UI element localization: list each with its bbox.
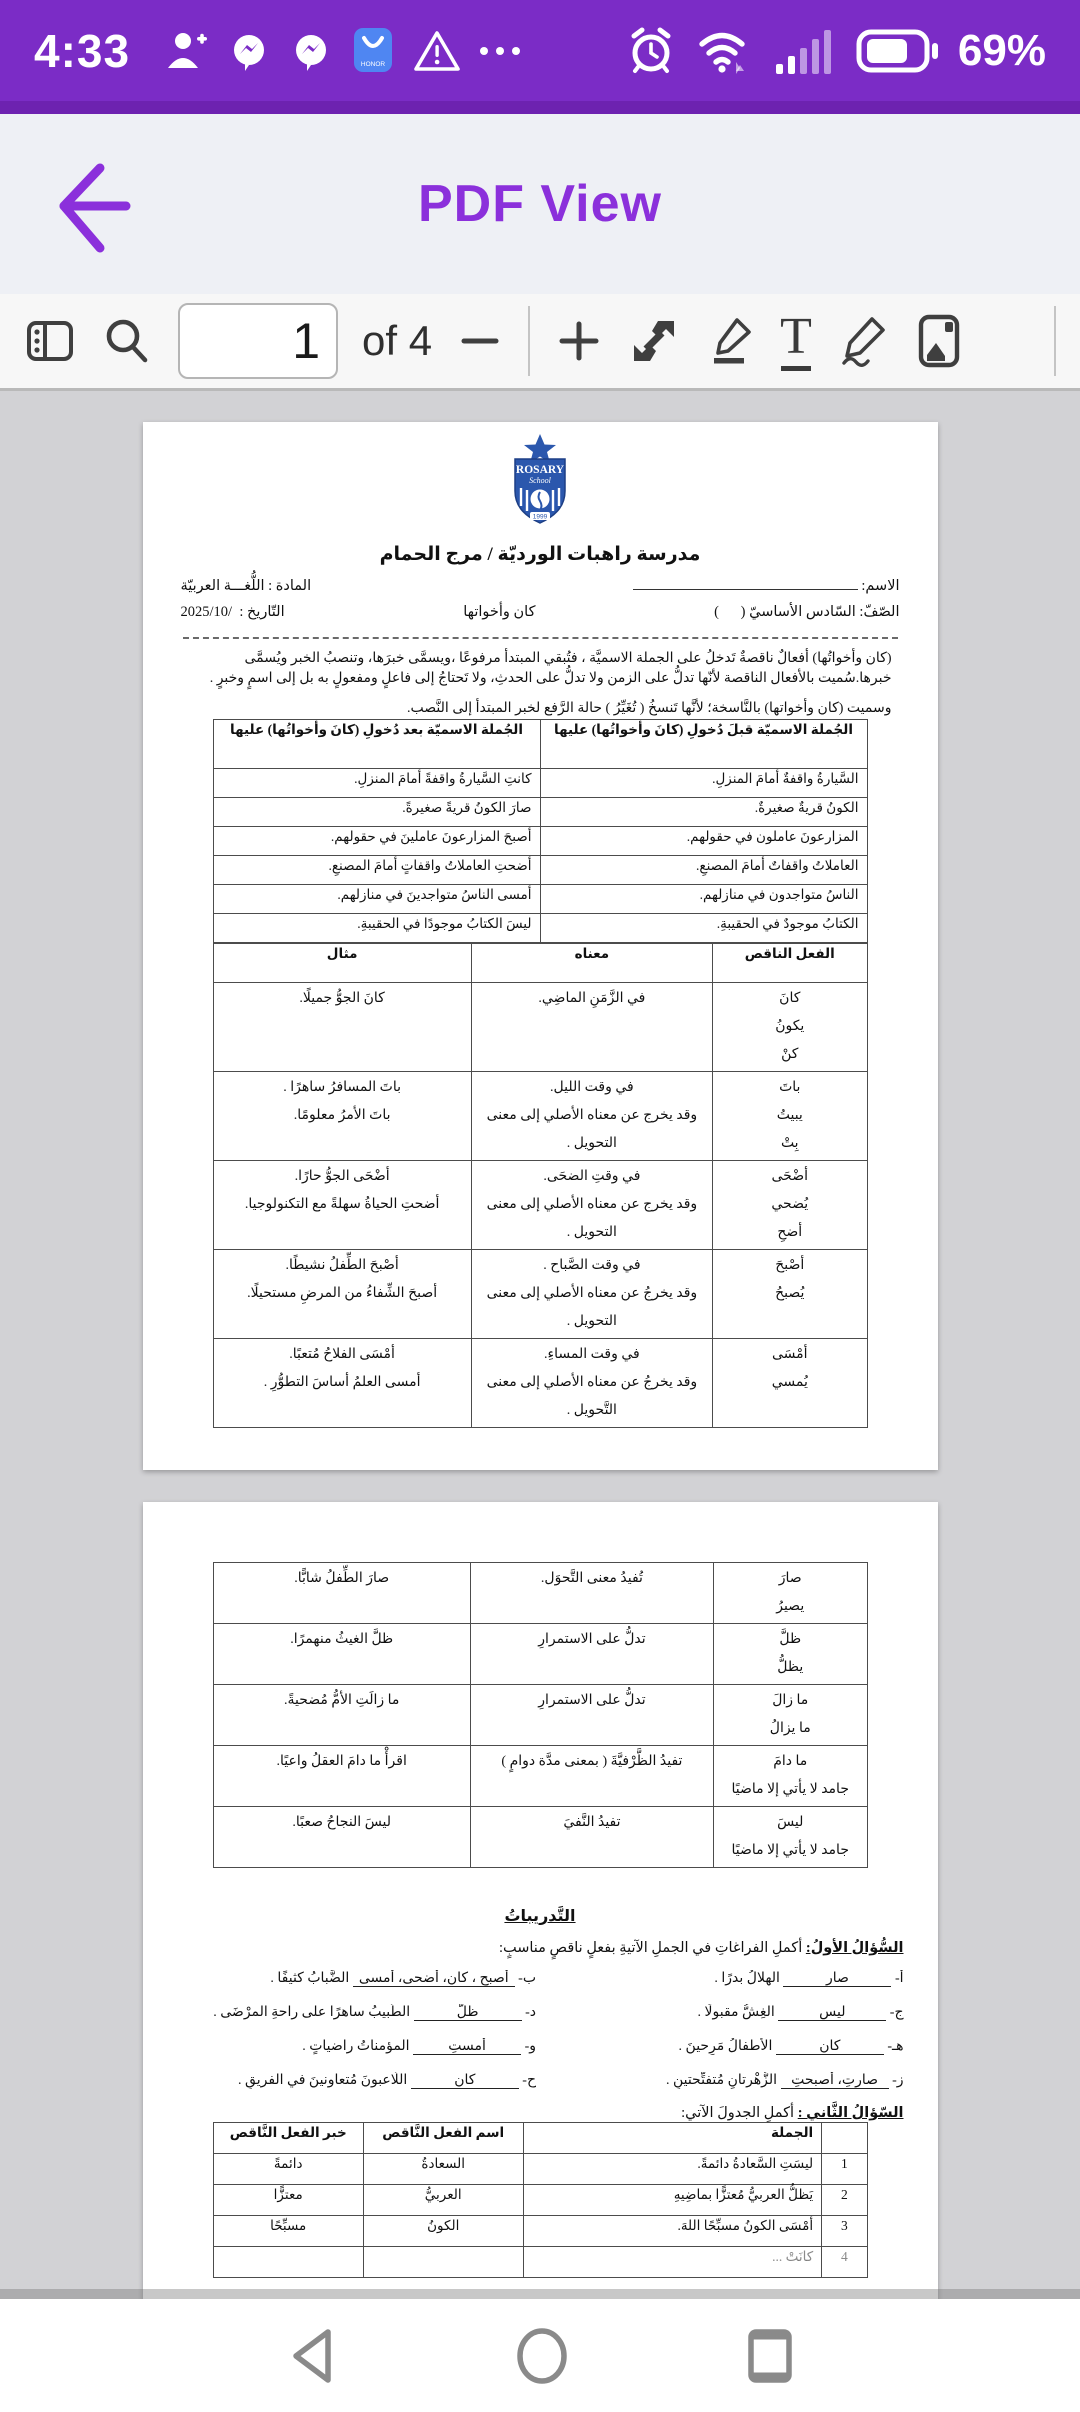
cell-meaning: [471, 1160, 712, 1249]
warning-icon: [412, 28, 462, 74]
table2-header-meaning: معناه: [471, 943, 712, 982]
honor-app-icon: [350, 26, 396, 76]
table1-header-after: الجُملة الاسميّة بعد دُخولِ (كانَ وأخواتُها) عليها: [213, 719, 540, 768]
cell-noun: السعادةُ: [363, 2154, 523, 2185]
svg-text:1999: 1999: [532, 513, 548, 521]
item-letter: ح-: [518, 2073, 536, 2088]
cell-example: [213, 1807, 470, 1868]
messenger-icon: [226, 28, 272, 74]
table-row: [213, 2216, 867, 2247]
cell-verb: [713, 1563, 867, 1624]
cell-after: صارَ الكونُ قريةً صغيرةً.: [213, 797, 540, 826]
table1-header-before: الجُملة الاسميّة قبلَ دُخولِ (كانَ وأخواتُها) عليها: [540, 719, 867, 768]
highlighter-button[interactable]: [704, 315, 756, 367]
fill-in-item: [177, 1970, 537, 1987]
cell-predicate: [213, 2247, 363, 2278]
viewport-bottom-shade: [0, 2289, 1080, 2299]
school-logo: [177, 432, 904, 541]
cell-line: يكونُ: [775, 1018, 805, 1034]
cell-line: ليسَ: [777, 1815, 804, 1830]
cell-line: أصْبحَ: [775, 1257, 805, 1273]
table-row: [213, 1807, 867, 1868]
cell-example: [213, 1338, 471, 1427]
cell-sentence: أمْسَى الكونُ مسبِّحًا اللهَ.: [523, 2216, 822, 2247]
navigation-bar: [0, 2299, 1080, 2412]
cell-noun: العربيُّ: [363, 2185, 523, 2216]
table-row: [213, 982, 867, 1071]
fill-in-item: [544, 2038, 904, 2055]
cell-line: تفيدُ الظَّرْفيَّةَ ( بمعنى مدَّة دوامٍ ): [501, 1754, 683, 1769]
status-right-cluster: [626, 26, 1046, 76]
nav-recents-button[interactable]: [744, 2326, 796, 2386]
cell-meaning: [471, 1071, 712, 1160]
cell-line: وقد يخرجُ عن معناه الأصلي إلى معنى: [486, 1374, 698, 1390]
cell-line: يُضحي: [771, 1196, 809, 1212]
cell-predicate: مسبِّحًا: [213, 2216, 363, 2247]
cell-line: في الزَّمَنِ الماضِي.: [538, 990, 646, 1006]
cell-example: [213, 982, 471, 1071]
alarm-icon: [626, 26, 676, 76]
more-dots-icon: [478, 45, 522, 57]
toolbar-divider: [528, 306, 530, 376]
answer-blank: أمستِ: [413, 2039, 521, 2055]
table-row: [213, 826, 867, 855]
cell-meaning: [470, 1563, 713, 1624]
cell-verb: [713, 1160, 867, 1249]
item-text: الطَّبيبُ ساهرًا على راحةِ المرْضَى .: [213, 2005, 414, 2020]
cell-line: جامد لا يأتي إلا ماضيًا: [731, 1782, 849, 1797]
cell-line: ما زالَ: [772, 1693, 809, 1708]
intro-paragraph-2: وسميت (كان وأخواتها) بالنَّاسخة؛ لأنَّها تَنسخُ ( تُغَيِّرُ ) حالة الرَّفع لخبر المبتدأ إلى النَّصب.: [407, 701, 892, 716]
question1-items: [177, 1970, 904, 2089]
cell-line: التحويل .: [566, 1224, 617, 1240]
answer-blank: ظلَّ: [414, 2005, 522, 2021]
svg-text:School: School: [529, 476, 551, 485]
cell-example: [213, 1685, 470, 1746]
item-text: الغِشُّ مقبولًا .: [697, 2005, 779, 2020]
table-row: [213, 1338, 867, 1427]
cell-number: 1: [822, 2154, 867, 2185]
item-letter: د-: [521, 2005, 536, 2020]
item-letter: هـ-: [883, 2039, 904, 2054]
cell-example: [213, 1624, 470, 1685]
cell-line: في وقت الليل.: [550, 1079, 634, 1095]
thumbnails-panel-button[interactable]: [24, 315, 76, 367]
answer-blank: كان: [411, 2073, 519, 2089]
cell-before: المزارعونَ عاملون في حقولهم.: [540, 826, 867, 855]
dashed-separator: [183, 637, 898, 639]
cell-meaning: [471, 1249, 712, 1338]
cell-line: يُمسي: [771, 1374, 808, 1390]
doc-info-row-2: [177, 604, 904, 621]
cell-before: السَّيارةُ واقفةٌ أمامَ المنزلِ.: [540, 768, 867, 797]
item-text: الضَّبابُ كثيفًا .: [270, 1971, 353, 1986]
cell-sentence: ليسَتِ السَّعادةُ دائمةً.: [523, 2154, 822, 2185]
table-row: [213, 855, 867, 884]
answer-blank: ليس: [778, 2005, 886, 2021]
messenger-icon: [288, 28, 334, 74]
cell-verb: [713, 1249, 867, 1338]
back-button[interactable]: [48, 156, 148, 256]
battery-percent: 69%: [957, 25, 1046, 75]
cell-predicate: معتزًّا: [213, 2185, 363, 2216]
date-field: التّاريخ : 2025/10/: [180, 604, 285, 620]
cell-line: أصْبحَ الطِّفلُ نشيطًا.: [285, 1257, 399, 1273]
table4-header-noun: اسم الفعل النَّاقص: [363, 2123, 523, 2154]
insert-image-button[interactable]: [914, 313, 964, 369]
cell-verb: [713, 1746, 867, 1807]
fill-in-item: [177, 2072, 537, 2089]
cell-predicate: دائمةً: [213, 2154, 363, 2185]
table-row: [213, 884, 867, 913]
cell-number: 2: [822, 2185, 867, 2216]
cell-line: ما دامَ: [773, 1754, 808, 1769]
cell-before: الناسُ متواجدون في منازلهم.: [540, 884, 867, 913]
table-row: [213, 2185, 867, 2216]
table2-header-example: مثال: [213, 943, 471, 982]
item-text: الهلالُ بدرًا .: [714, 1971, 784, 1986]
person-add-icon: [164, 28, 210, 74]
pdf-viewport[interactable]: [0, 394, 1080, 2299]
cell-line: يبيتُ: [776, 1107, 803, 1123]
cell-example: [213, 1746, 470, 1807]
cell-after: ليسَ الكتابُ موجودًا في الحقيبةِ.: [213, 913, 540, 942]
page-number-input[interactable]: [178, 303, 338, 379]
wifi-icon: [694, 26, 756, 76]
item-letter: و-: [521, 2039, 536, 2054]
cell-meaning: [470, 1624, 713, 1685]
answer-blank: أصبح ، كان، أضحى، أمسى: [353, 1971, 515, 1987]
cell-before: الكتابُ موجودٌ في الحقيبةِ.: [540, 913, 867, 942]
question2-table: [213, 2122, 868, 2278]
intro-paragraph-1: (كان وأخواتُها) أفعالٌ ناقصةٌ تَدخلُ على الجملة الاسميَّة ، فتُبقي المبتدأ مرفوعًا ،ويسمَّى خبرَها، وتنصبُ الخبر ويُسمَّى خبرها.سُميت بالأفعال الناقصة لأنّها تدلُّ على الزمن ولا تدلُّ على الحدثِ، ولا تَحتاجُ إلى فاعلٍ ومفعولٍ به بل إلى اسمٍ وخبرٍ .: [209, 651, 892, 686]
answer-blank: صار: [783, 1971, 891, 1987]
cell-line: أمْسَى: [771, 1346, 808, 1362]
table-row: [213, 1160, 867, 1249]
item-letter: ج-: [886, 2005, 904, 2020]
table-row: [213, 768, 867, 797]
cell-line: أضْحَى الجوُّ حارًا.: [294, 1168, 390, 1184]
table2-header-verb: الفعل الناقص: [713, 943, 867, 982]
status-left-cluster: [34, 24, 522, 78]
text-tool-button[interactable]: [780, 308, 812, 371]
fill-in-item: [177, 2004, 537, 2021]
table-row: [213, 2154, 867, 2185]
signal-icon: [774, 26, 838, 76]
verbs-meanings-table: [213, 943, 868, 1428]
date-value: 2025/10/: [180, 604, 233, 620]
cell-line: تفيدُ النَّفيَ: [563, 1815, 621, 1830]
class-field: الصّفّ: السّادس الأساسيّ ( ): [714, 604, 900, 620]
cell-sentence: كانَتْ ...: [523, 2247, 822, 2278]
fill-in-item: [177, 2038, 537, 2055]
item-text: الأطفالُ مَرِحينَ .: [678, 2039, 776, 2054]
cell-line: أمسى العلمُ أساسَ التطوُّرِ .: [263, 1374, 421, 1390]
cell-after: أصبحَ المزارعونَ عاملينَ في حقولهم.: [213, 826, 540, 855]
page-title: PDF View: [417, 175, 662, 233]
fill-in-item: [544, 2072, 904, 2089]
question2-heading: السّؤالُ الثَّاني : أكملِ الجدولَ الآتي:: [681, 2105, 904, 2121]
cell-example: [213, 1160, 471, 1249]
cell-line: أضحتِ الحياةُ سهلةً مع التكنولوجيا.: [244, 1196, 440, 1212]
cell-line: أصبحَ الشِّفاءُ من المرضِ مستحيلًا.: [247, 1285, 438, 1301]
fill-in-item: [544, 1970, 904, 1987]
cell-line: تدلُّ على الاستمرارِ: [538, 1693, 646, 1708]
nav-back-button[interactable]: [284, 2326, 340, 2386]
item-text: اللَّاعبونَ مُتعاونينَ في الفريقِ .: [238, 2073, 411, 2088]
cell-verb: [713, 1624, 867, 1685]
exercises-title: التَّدريباتُ: [504, 1908, 576, 1925]
item-text: المؤمناتُ راضياتٍ .: [302, 2039, 414, 2054]
app-header: [0, 114, 1080, 294]
table-row: [213, 1249, 867, 1338]
cell-line: أضْحَى: [771, 1168, 808, 1184]
cell-line: في وقتِ الضحَى.: [543, 1168, 641, 1184]
cell-line: وقد يخرج عن معناه الأصلي إلى معنى: [486, 1196, 698, 1212]
status-time: 4:33: [34, 24, 131, 77]
cell-line: تدلُّ على الاستمرارِ: [538, 1632, 646, 1647]
zoom-in-button[interactable]: [554, 316, 604, 366]
cell-line: التحويل .: [566, 1313, 617, 1329]
table4-header-num: [822, 2123, 867, 2154]
cell-line: اقرأْ ما دامَ العقلُ واعيًا.: [276, 1754, 407, 1769]
cell-line: باتَ: [779, 1079, 801, 1095]
toolbar-divider: [1054, 306, 1056, 376]
school-name: مدرسة راهبات الورديّة / مرج الحمام: [379, 544, 701, 565]
table-row: [213, 1071, 867, 1160]
cell-verb: [713, 1071, 867, 1160]
cell-noun: [363, 2247, 523, 2278]
text-tool-glyph: T: [780, 311, 812, 371]
search-button[interactable]: [100, 314, 154, 368]
statusbar-edge: [0, 101, 1080, 114]
verbs-meanings-table-continued: [213, 1562, 868, 1868]
lesson-topic: كان وأخواتها: [463, 604, 536, 620]
cell-meaning: [471, 982, 712, 1071]
table-row: [213, 2247, 867, 2278]
cell-line: التَّحويل .: [566, 1402, 617, 1418]
cell-after: أمسى الناسُ متواجدينَ في منازلهم.: [213, 884, 540, 913]
item-letter: ب-: [514, 1971, 536, 1986]
cell-after: كانتِ السَّيارةُ واقفةً أمامَ المنزلِ.: [213, 768, 540, 797]
cell-meaning: [471, 1338, 712, 1427]
cell-line: كنْ: [781, 1046, 799, 1062]
subject-field: المادة : اللُّغـــة العربيّة: [180, 578, 312, 594]
cell-line: باتَ الأمرُ معلومًا.: [293, 1107, 391, 1123]
cell-meaning: [470, 1807, 713, 1868]
nav-home-button[interactable]: [512, 2326, 572, 2386]
cell-verb: [713, 982, 867, 1071]
cell-verb: [713, 1685, 867, 1746]
cell-line: يُصبحُ: [775, 1285, 805, 1301]
cell-line: جامد لا يأتي إلا ماضيًا: [731, 1843, 849, 1858]
cell-number: 3: [822, 2216, 867, 2247]
cell-line: بِتْ: [780, 1135, 799, 1151]
doc-info-row-1: [177, 575, 904, 595]
cell-line: ليسَ النجاحُ صعبًا.: [292, 1815, 392, 1830]
item-letter: أ-: [891, 1971, 904, 1986]
cell-example: [213, 1071, 471, 1160]
answer-blank: كان: [776, 2039, 884, 2055]
cell-before: العاملاتُ واقفاتٌ أمامَ المصنعِ.: [540, 855, 867, 884]
cell-line: يصيرُ: [776, 1599, 805, 1614]
table-row: [213, 1563, 867, 1624]
cell-line: ظلَّ: [779, 1632, 802, 1647]
cell-line: كانَ: [779, 990, 801, 1006]
battery-icon: [856, 27, 940, 75]
cell-before: الكونُ قريةٌ صغيرةٌ.: [540, 797, 867, 826]
table4-header-predicate: خبر الفعل النَّاقص: [213, 2123, 363, 2154]
pdf-page-1: [143, 422, 938, 1470]
fit-expand-button[interactable]: [628, 315, 680, 367]
cell-number: 4: [822, 2247, 867, 2278]
cell-line: صارَ: [778, 1571, 802, 1586]
answer-blank: صارتِ، أصبحتِ: [781, 2073, 889, 2089]
table-row: [213, 797, 867, 826]
question1-heading: السُّؤالُ الأولُ: أكملِ الفراغاتِ في الجملِ الآتيةِ بفعلٍ ناقصٍ مناسبٍ:: [498, 1940, 904, 1956]
cell-meaning: [470, 1685, 713, 1746]
cell-line: في وقت المساءِ.: [544, 1346, 640, 1362]
cell-line: أضحِ: [777, 1224, 803, 1240]
cell-line: يظلُّ: [777, 1660, 804, 1675]
cell-verb: [713, 1807, 867, 1868]
pdf-toolbar: [0, 294, 1080, 391]
cell-line: صارَ الطِّفلُ شابًّا.: [294, 1571, 390, 1586]
status-bar: [0, 0, 1080, 101]
signature-pen-button[interactable]: [836, 314, 890, 368]
cell-line: وقد يخرج عن معناه الأصلي إلى معنى: [486, 1107, 698, 1123]
cell-line: أمْسَى الفلاحُ مُتعبًا.: [289, 1346, 395, 1362]
page-total-label: of 4: [362, 317, 433, 364]
name-field: الاسم:: [633, 575, 900, 595]
cell-line: في وقت الصَّباح .: [543, 1257, 641, 1273]
cell-line: ما زالَتِ الأمُّ مُضحيةً.: [284, 1693, 400, 1708]
cell-example: [213, 1249, 471, 1338]
cell-noun: الكونُ: [363, 2216, 523, 2247]
cell-verb: [713, 1338, 867, 1427]
cell-sentence: يَظلُّ العربيُّ مُعتزًّا بماضِيهِ: [523, 2185, 822, 2216]
cell-example: [213, 1563, 470, 1624]
cell-line: وقد يخرجُ عن معناه الأصلي إلى معنى: [486, 1285, 698, 1301]
item-text: الزُّهْرتانِ مُتفتِّحتينِ .: [665, 2073, 781, 2088]
cell-line: باتَ المسافرُ ساهرًا .: [283, 1079, 401, 1095]
table-row: [213, 913, 867, 942]
cell-after: أضحتِ العاملاتُ واقفاتٍ أمامَ المصنعِ.: [213, 855, 540, 884]
zoom-out-button[interactable]: [456, 317, 504, 365]
pdf-page-2: [143, 1502, 938, 2299]
item-letter: ز-: [888, 2073, 904, 2088]
sentences-table: [213, 719, 868, 943]
table-row: [213, 1685, 867, 1746]
cell-meaning: [470, 1746, 713, 1807]
table-row: [213, 1624, 867, 1685]
table4-header-sentence: الجملة: [523, 2123, 822, 2154]
cell-line: كانَ الجوُّ جميلًا.: [299, 990, 385, 1006]
name-blank-line: [633, 575, 858, 590]
table-row: [213, 1746, 867, 1807]
svg-text:HONOR: HONOR: [360, 60, 386, 68]
cell-line: ظلَّ الغيثُ منهمرًا.: [290, 1632, 394, 1647]
cell-line: تُفيدُ معنى التَّحوَل.: [540, 1571, 643, 1586]
fill-in-item: [544, 2004, 904, 2021]
svg-text:ROSARY: ROSARY: [515, 464, 565, 476]
cell-line: ما يزالُ: [769, 1721, 811, 1736]
cell-line: التحويل .: [566, 1135, 617, 1151]
